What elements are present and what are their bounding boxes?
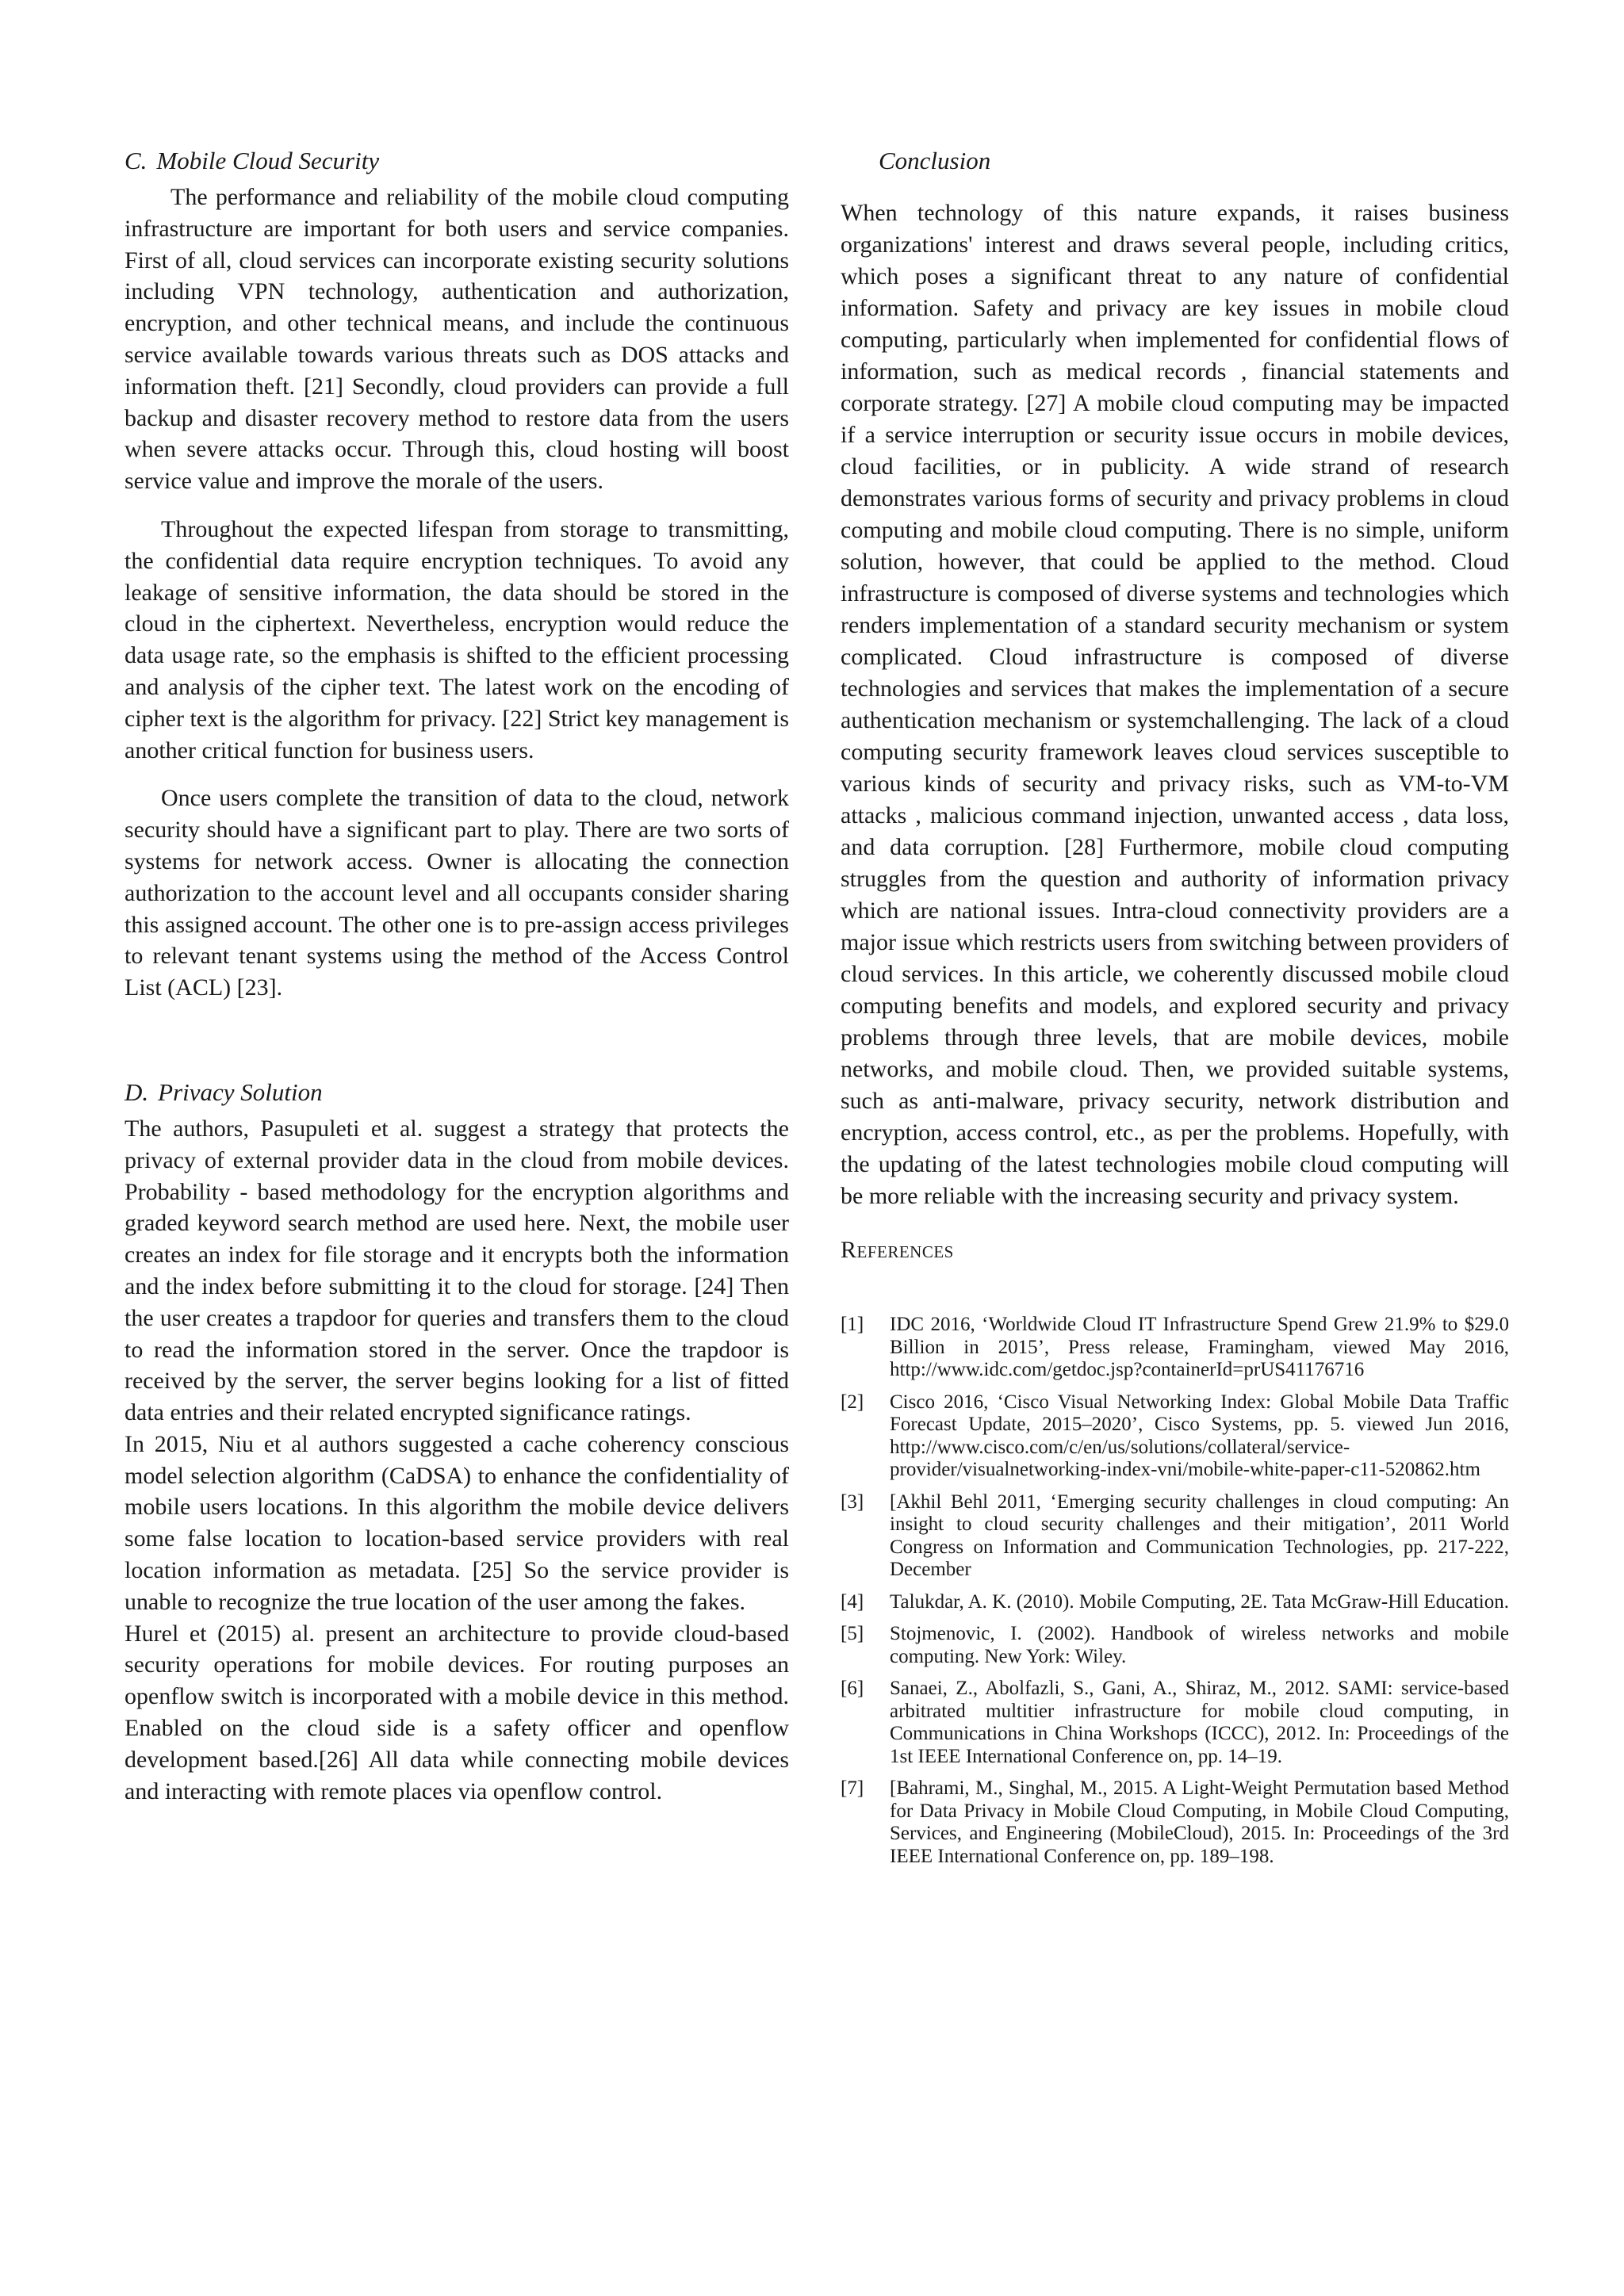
reference-number: [4] (841, 1590, 864, 1613)
section-d-heading (124, 1077, 789, 1108)
section-d-paragraph-1: The authors, Pasupuleti et al. suggest a strategy that protects the privacy of external provider data in the cloud from mobile devices. Probability - based methodology for the encryption algorithms and graded keyword search method are used here. Next, the mobile user creates an index for file storage and it encrypts both the information and the index before submitting it to the cloud for storage. [24] Then the user creates a trapdoor for queries and transfers them to the cloud to read the information stored in the server. Once the trapdoor is received by the server, the server begins looking for a list of fitted data entries and their related encrypted significance ratings. (124, 1115, 789, 1426)
right-column (841, 145, 1509, 1877)
reference-item (841, 1314, 1509, 1382)
reference-text: IDC 2016, ‘Worldwide Cloud IT Infrastructure Spend Grew 21.9% to $29.0 Billion in 2015’, Press release, Framingham, viewed May 2016, http://www.idc.com/getdoc.jsp?containerId=prUS41176716 (890, 1314, 1509, 1380)
reference-number: [5] (841, 1623, 864, 1644)
conclusion-body: When technology of this nature expands, it raises business organizations' interest and draws several people, including critics, which poses a significant threat to any nature of confidential information. Safety and privacy are key issues in mobile cloud computing, particularly when implemented for confidential flows of information, such as medical records , financial statements and corporate strategy. [27] A mobile cloud computing may be impacted if a service interruption or security issue occurs in mobile devices, cloud facilities, or in publicity. A wide strand of research demonstrates various forms of security and privacy problems in cloud computing and mobile cloud computing. There is no simple, uniform solution, however, that could be applied to the method. Cloud infrastructure is composed of diverse systems and technologies which renders implementation of a standard security mechanism or system complicated. Cloud infrastructure is composed of diverse technologies and services that makes the implementation of a secure authentication mechanism or systemchallenging. The lack of a cloud computing security framework leaves cloud services susceptible to various kinds of security and privacy risks, such as VM-to-VM attacks , malicious command injection, unwanted access , data loss, and data corruption. [28] Furthermore, mobile cloud computing struggles from the question and authority of information privacy which are national issues. Intra-cloud connectivity providers are a major issue which restricts users from switching between providers of cloud services. In this article, we coherently discussed mobile cloud computing benefits and models, and explored security and privacy problems through three levels, that are mobile devices, mobile networks, and mobile cloud. Then, we provided suitable systems, such as anti-malware, privacy security, network distribution and encryption, access control, etc., as per the problems. Hopefully, with the updating of the latest technologies mobile cloud computing will be more reliable with the increasing security and privacy system. (841, 200, 1509, 1209)
section-d-paragraph-2: In 2015, Niu et al authors suggested a cache coherency conscious model selection algorithm (CaDSA) to enhance the confidentiality of mobile users locations. In this algorithm the mobile device delivers some false location to location-based service providers with real location information as metadata. [25] So the service provider is unable to recognize the true location of the user among the fakes. (124, 1430, 789, 1615)
reference-list (841, 1314, 1509, 1868)
left-column (124, 145, 789, 1807)
reference-text: Talukdar, A. K. (2010). Mobile Computing, 2E. Tata McGraw-Hill Education. (890, 1590, 1510, 1613)
section-d-paragraph-3: Hurel et (2015) al. present an architecture to provide cloud-based security operations for mobile devices. For routing purposes an openflow switch is incorporated with a mobile device in this method. Enabled on the cloud side is a safety officer and openflow development based.[26] All data while connecting mobile devices and interacting with remote places via openflow control. (124, 1620, 789, 1804)
reference-item (841, 1777, 1509, 1868)
section-c-paragraph-1: The performance and reliability of the mobile cloud computing infrastructure are important for both users and service companies. First of all, cloud services can incorporate existing security solutions including VPN technology, authentication and authorization, encryption, and other technical means, and include the continuous service available towards various threats such as DOS attacks and information theft. [21] Secondly, cloud providers can provide a full backup and disaster recovery method to restore data from the users when severe attacks occur. Through this, cloud hosting will boost service value and improve the morale of the users. (124, 184, 789, 495)
reference-text: Sanaei, Z., Abolfazli, S., Gani, A., Shiraz, M., 2012. SAMI: service-based arbitrated multitier infrastructure for mobile cloud computing, in Communications in China Workshops (ICCC), 2012. In: Proceedings of the 1st IEEE International Conference on, pp. 14–19. (890, 1678, 1509, 1767)
reference-number: [7] (841, 1777, 864, 1799)
reference-item (841, 1623, 1509, 1668)
reference-number: [6] (841, 1678, 864, 1699)
section-c-paragraph-3: Once users complete the transition of data to the cloud, network security should have a significant part to play. There are two sorts of systems for network access. Owner is allocating the connection authorization to the account level and all occupants consider sharing this assigned account. The other one is to pre-assign access privileges to relevant tenant systems using the method of the Access Control List (ACL) [23]. (124, 785, 789, 1001)
reference-text: Stojmenovic, I. (2002). Handbook of wireless networks and mobile computing. New York: Wiley. (890, 1623, 1509, 1667)
section-c-title: Mobile Cloud Security (156, 147, 380, 174)
section-c-paragraph-2: Throughout the expected lifespan from storage to transmitting, the confidential data require encryption techniques. To avoid any leakage of sensitive information, the data should be stored in the cloud in the ciphertext. Nevertheless, encryption would reduce the data usage rate, so the emphasis is shifted to the efficient processing and analysis of the cipher text. The latest work on the encoding of cipher text is the algorithm for privacy. [22] Strict key management is another critical function for business users. (124, 515, 789, 763)
reference-item (841, 1391, 1509, 1482)
section-d-title: Privacy Solution (158, 1077, 323, 1106)
reference-item (841, 1678, 1509, 1768)
section-c-letter: C. (124, 147, 147, 174)
reference-text: Cisco 2016, ‘Cisco Visual Networking Index: Global Mobile Data Traffic Forecast Update, 2015–2020’, Cisco Systems, pp. 5. viewed Jun 2016, http://www.cisco.com/c/en/us/solutions/collateral/service-provider/visualnetworking-index-vni/mobile-white-paper-c11-520862.htm (890, 1391, 1509, 1480)
reference-text: [Akhil Behl 2011, ‘Emerging security challenges in cloud computing: An insight to cloud security challenges and their mitigation’, 2011 World Congress on Information and Communication Technologies, pp. 217-222, December (890, 1490, 1509, 1580)
section-c-heading (124, 145, 789, 177)
conclusion-heading: Conclusion (879, 147, 991, 174)
references-heading: References (841, 1237, 954, 1263)
reference-item (841, 1491, 1509, 1582)
section-d-letter: D. (124, 1077, 149, 1106)
reference-number: [1] (841, 1314, 864, 1335)
reference-number: [3] (841, 1490, 864, 1513)
reference-item (841, 1591, 1509, 1614)
reference-number: [2] (841, 1391, 864, 1413)
reference-text: [Bahrami, M., Singhal, M., 2015. A Light-Weight Permutation based Method for Data Privacy in Mobile Cloud Computing, in Mobile Cloud Computing, Services, and Engineering (MobileCloud), 2015. In: Proceedings of the 3rd IEEE International Conference on, pp. 189–198. (890, 1777, 1509, 1867)
